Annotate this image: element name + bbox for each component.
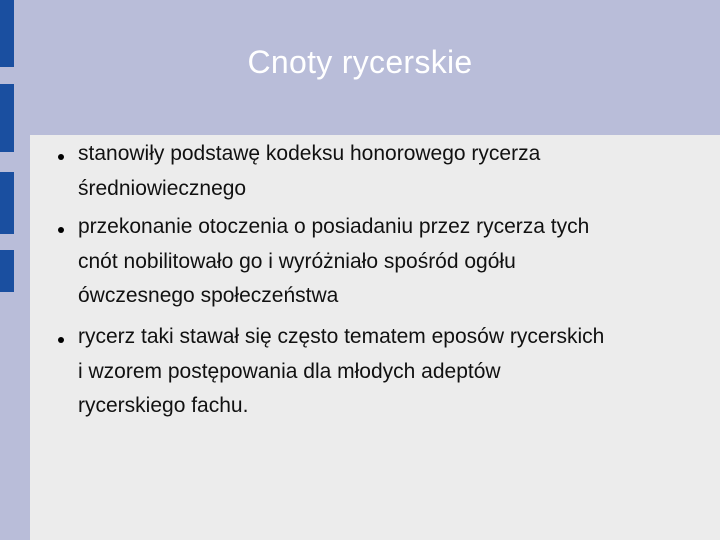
accent-bar <box>0 172 14 234</box>
content-panel <box>30 135 720 540</box>
bullet-dot-icon <box>58 337 64 343</box>
bullet-line: i wzorem postępowania dla młodych adeptów <box>78 359 501 383</box>
bullet-line: stanowiły podstawę kodeksu honorowego rycerza <box>78 142 541 165</box>
bullet-line: cnót nobilitowało go i wyróżniało spośród ogółu <box>78 249 516 273</box>
bullet-line: średniowiecznego <box>78 176 247 200</box>
bullet-line: ówczesnego społeczeństwa <box>78 284 339 307</box>
bullet-line: rycerz taki stawał się często tematem eposów rycerskich <box>78 325 605 348</box>
bullet-dot-icon <box>58 227 64 233</box>
bullet-dot-icon <box>58 154 64 160</box>
bullet-text <box>78 210 688 314</box>
accent-bar <box>0 250 14 292</box>
bullet-line: przekonanie otoczenia o posiadaniu przez rycerza tych <box>78 215 590 238</box>
bullet-text <box>78 320 688 424</box>
bullet-text <box>78 137 688 206</box>
accent-bar <box>0 84 14 152</box>
bullet-line: rycerskiego fachu. <box>78 394 249 417</box>
slide-title: Cnoty rycerskie <box>247 44 473 80</box>
